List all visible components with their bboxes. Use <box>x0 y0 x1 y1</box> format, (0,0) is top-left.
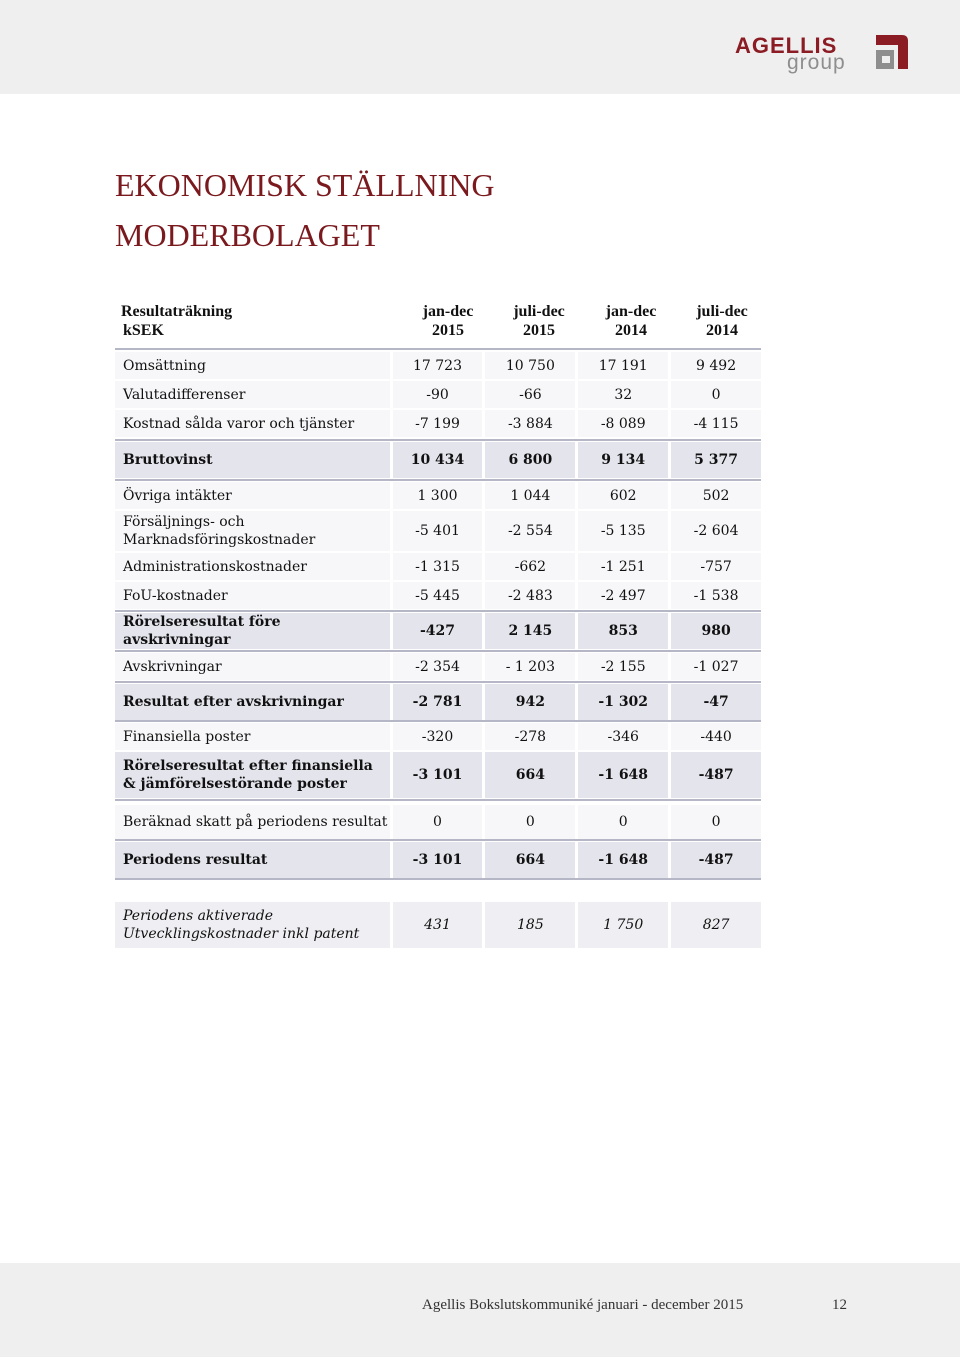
table-row-note <box>115 902 761 948</box>
row-label: Försäljnings- och Marknadsföringskostnader <box>115 511 390 551</box>
table-row-subtotal <box>115 684 761 720</box>
income-statement-table <box>115 300 761 942</box>
column-header-1-year: 2015 <box>432 322 464 339</box>
row-value: 664 <box>485 752 575 798</box>
row-label: Resultat efter avskrivningar <box>115 684 390 720</box>
column-header-1 <box>403 302 493 340</box>
row-value: -662 <box>485 553 575 580</box>
table-divider <box>115 878 761 880</box>
logo-mark-icon <box>872 33 910 71</box>
row-value: -1 027 <box>671 653 761 680</box>
row-label: Övriga intäkter <box>115 482 390 509</box>
row-value: -4 115 <box>671 410 761 437</box>
row-value: 0 <box>671 805 761 839</box>
row-value: 1 750 <box>578 902 668 948</box>
row-label: Avskrivningar <box>115 653 390 680</box>
table-divider <box>115 839 761 841</box>
table-header <box>115 300 761 348</box>
logo-word-group: group <box>787 51 846 74</box>
table-divider <box>115 479 761 481</box>
row-label: Valutadifferenser <box>115 381 390 408</box>
row-value: -2 554 <box>485 511 575 551</box>
table-row <box>115 410 761 437</box>
row-value: 185 <box>485 902 575 948</box>
row-value: 6 800 <box>485 442 575 478</box>
logo-word-agellis: AGELLIS <box>735 33 838 58</box>
row-value: 664 <box>485 842 575 878</box>
row-label: Beräknad skatt på periodens resultat <box>115 805 390 839</box>
column-header-2-year: 2015 <box>523 322 555 339</box>
column-header-4-year: 2014 <box>706 322 738 339</box>
table-divider <box>115 610 761 612</box>
row-value: 431 <box>393 902 483 948</box>
row-label: Finansiella poster <box>115 723 390 750</box>
row-value: 0 <box>578 805 668 839</box>
row-value: -487 <box>671 752 761 798</box>
row-value: 1 044 <box>485 482 575 509</box>
column-header-1-period: jan-dec <box>422 303 474 320</box>
table-row <box>115 553 761 580</box>
row-value: -3 101 <box>393 842 483 878</box>
row-label: Bruttovinst <box>115 442 390 478</box>
column-header-4-period: juli-dec <box>696 303 748 320</box>
agellis-logo <box>735 33 910 75</box>
row-value: 32 <box>578 381 668 408</box>
row-value: 602 <box>578 482 668 509</box>
column-header-4 <box>677 302 767 340</box>
row-value: -440 <box>671 723 761 750</box>
row-value: -1 648 <box>578 752 668 798</box>
row-value: 17 191 <box>578 352 668 379</box>
table-row-subtotal <box>115 613 761 649</box>
row-value: -3 884 <box>485 410 575 437</box>
row-value: -1 251 <box>578 553 668 580</box>
row-value: -7 199 <box>393 410 483 437</box>
row-value: -346 <box>578 723 668 750</box>
header-label <box>121 302 232 340</box>
row-value: -1 538 <box>671 582 761 609</box>
header-label-line1: Resultaträkning <box>121 303 233 320</box>
table-divider <box>115 348 761 350</box>
row-label: Omsättning <box>115 352 390 379</box>
row-value: 9 134 <box>578 442 668 478</box>
row-value: -2 354 <box>393 653 483 680</box>
row-value: -2 781 <box>393 684 483 720</box>
column-header-3-year: 2014 <box>615 322 647 339</box>
table-row <box>115 511 761 551</box>
table-row-total <box>115 842 761 878</box>
page-title-line2: MODERBOLAGET <box>115 217 380 253</box>
row-value: - 1 203 <box>485 653 575 680</box>
row-value: -47 <box>671 684 761 720</box>
row-value: 853 <box>578 613 668 649</box>
row-value: -5 401 <box>393 511 483 551</box>
row-value: 5 377 <box>671 442 761 478</box>
row-value: 17 723 <box>393 352 483 379</box>
row-label: Rörelseresultat efter finansiella & jämförelsestörande poster <box>115 752 390 798</box>
page-title-line1: EKONOMISK STÄLLNING <box>115 167 495 203</box>
row-label: Administrationskostnader <box>115 553 390 580</box>
row-value: 9 492 <box>671 352 761 379</box>
table-row-subtotal <box>115 752 761 798</box>
row-value: 2 145 <box>485 613 575 649</box>
row-value: 942 <box>485 684 575 720</box>
row-label: FoU-kostnader <box>115 582 390 609</box>
row-value: 502 <box>671 482 761 509</box>
row-value: 10 750 <box>485 352 575 379</box>
row-value: -757 <box>671 553 761 580</box>
row-value: -8 089 <box>578 410 668 437</box>
row-label: Periodens aktiverade Utvecklingskostnader inkl patent <box>115 902 390 948</box>
row-value: -2 155 <box>578 653 668 680</box>
table-row <box>115 582 761 609</box>
page-number: 12 <box>832 1297 847 1313</box>
row-value: -2 497 <box>578 582 668 609</box>
row-label: Periodens resultat <box>115 842 390 878</box>
row-value: -5 445 <box>393 582 483 609</box>
column-header-2-period: juli-dec <box>513 303 565 320</box>
row-value: -2 483 <box>485 582 575 609</box>
footer-text: Agellis Bokslutskommuniké januari - december 2015 <box>422 1297 744 1313</box>
row-value: -320 <box>393 723 483 750</box>
row-value: 1 300 <box>393 482 483 509</box>
row-value: -427 <box>393 613 483 649</box>
table-divider <box>115 799 761 801</box>
page-title <box>115 160 495 260</box>
row-value: 0 <box>671 381 761 408</box>
table-divider <box>115 681 761 683</box>
row-value: 980 <box>671 613 761 649</box>
row-value: -3 101 <box>393 752 483 798</box>
header-label-line2: kSEK <box>123 322 164 339</box>
table-row <box>115 653 761 680</box>
table-divider <box>115 720 761 722</box>
row-value: -278 <box>485 723 575 750</box>
row-value: -1 648 <box>578 842 668 878</box>
table-divider <box>115 650 761 652</box>
row-value: -66 <box>485 381 575 408</box>
table-row <box>115 381 761 408</box>
column-header-3-period: jan-dec <box>605 303 657 320</box>
row-value: 0 <box>393 805 483 839</box>
row-label: Kostnad sålda varor och tjänster <box>115 410 390 437</box>
row-value: -2 604 <box>671 511 761 551</box>
column-header-2 <box>494 302 584 340</box>
row-value: 827 <box>671 902 761 948</box>
row-label: Rörelseresultat före avskrivningar <box>115 613 390 649</box>
row-value: 0 <box>485 805 575 839</box>
row-value: -5 135 <box>578 511 668 551</box>
table-divider <box>115 439 761 441</box>
table-row-subtotal <box>115 442 761 478</box>
row-value: 10 434 <box>393 442 483 478</box>
row-value: -1 302 <box>578 684 668 720</box>
row-value: -487 <box>671 842 761 878</box>
row-value: -90 <box>393 381 483 408</box>
table-row <box>115 482 761 509</box>
column-header-3 <box>586 302 676 340</box>
table-row <box>115 805 761 839</box>
table-row <box>115 723 761 750</box>
table-row <box>115 352 761 379</box>
row-value: -1 315 <box>393 553 483 580</box>
